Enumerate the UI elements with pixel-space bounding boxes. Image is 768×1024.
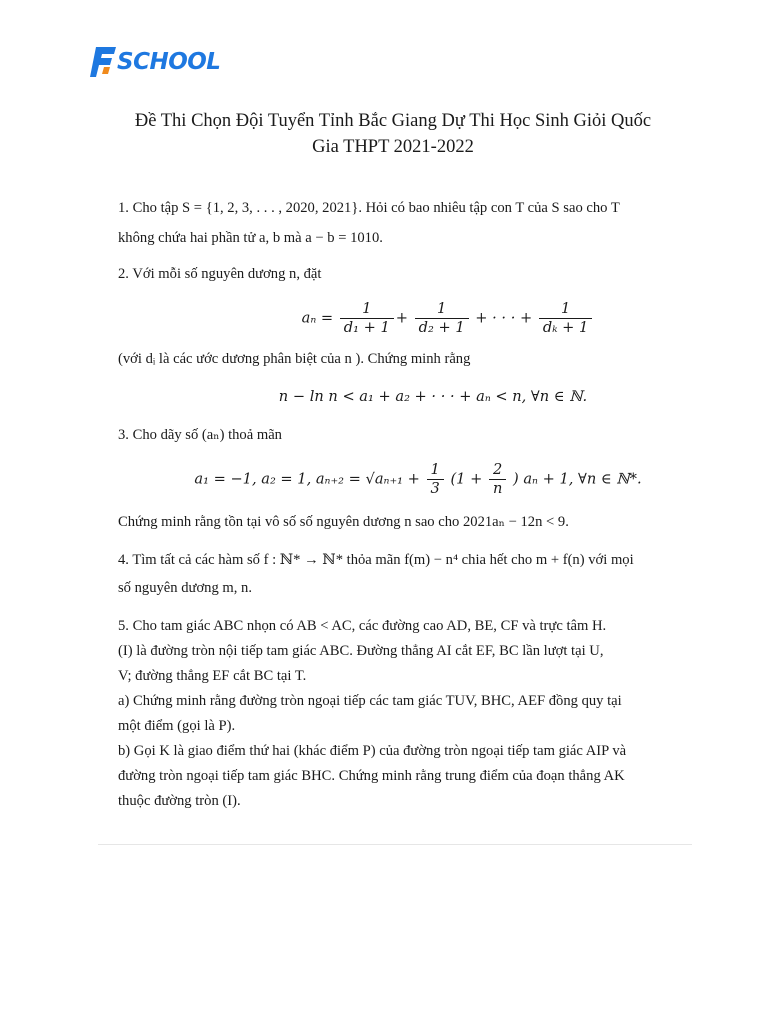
problem-5-part-a-line-2: một điểm (gọi là P).	[118, 718, 236, 734]
problem-4	[118, 548, 678, 600]
problem-3-recurrence	[158, 461, 678, 498]
problem-5	[118, 614, 678, 814]
fraction-1-denominator: d₁ + 1	[343, 319, 390, 336]
problem-3-claim: Chứng minh rằng tồn tại vô số số nguyên dương n sao cho 2021aₙ − 12n < 9.	[118, 514, 569, 530]
problem-1-line-2: không chứa hai phần tử a, b mà a − b = 1010.	[118, 230, 383, 246]
problem-4-line-2: số nguyên dương m, n.	[118, 580, 252, 596]
fraction-3	[539, 300, 592, 337]
problem-2-definition: aₙ = $\frac{1}{\text{d₁ + 1}}$ + $\frac{1}{\text{d₂ + 1}}$ + · · · + $\frac{1}{\text{dₖ + 1}}$	[218, 300, 678, 337]
problem-2-intro: 2. Với mỗi số nguyên dương n, đặt	[118, 266, 322, 282]
page-divider	[98, 844, 692, 845]
two-over-n-denominator: n	[492, 480, 503, 497]
fraction-2-numerator: 1	[415, 300, 469, 319]
an-lhs: aₙ =	[301, 309, 334, 327]
problem-5-part-b-line-1: b) Gọi K là giao điểm thứ hai (khác điểm P) của đường tròn ngoại tiếp tam giác AIP và	[118, 743, 627, 759]
fraction-3-numerator: 1	[539, 300, 592, 319]
one-third-numerator: 1	[427, 461, 444, 480]
recurrence-left: a₁ = −1, a₂ = 1, aₙ₊₂ = √aₙ₊₁ +	[194, 470, 420, 488]
problem-5-line-1: 5. Cho tam giác ABC nhọn có AB < AC, các đường cao AD, BE, CF và trực tâm H.	[118, 618, 607, 634]
problem-5-part-b-line-2: đường tròn ngoại tiếp tam giác BHC. Chứng minh rằng trung điểm của đoạn thẳng AK	[118, 768, 625, 784]
problem-1	[118, 196, 678, 250]
paren-open: (1 +	[450, 470, 483, 488]
one-third-denominator: 3	[430, 480, 440, 497]
title-line-1: Đề Thi Chọn Đội Tuyển Tỉnh Bắc Giang Dự Thi Học Sinh Giỏi Quốc	[134, 111, 652, 131]
problem-5-line-2: (I) là đường tròn nội tiếp tam giác ABC. Đường thẳng AI cắt EF, BC lần lượt tại U,	[118, 643, 604, 659]
document-title	[108, 108, 678, 160]
fraction-1	[340, 300, 394, 337]
problem-list	[118, 196, 678, 814]
problem-3-intro: 3. Cho dãy số (aₙ) thoả mãn	[118, 427, 282, 443]
fraction-one-third	[427, 461, 444, 498]
fraction-1-numerator: 1	[340, 300, 394, 319]
problem-5-part-b-line-3: thuộc đường tròn (I).	[118, 793, 241, 809]
problem-3	[118, 423, 678, 534]
fraction-two-over-n	[489, 461, 506, 498]
problem-4-line-1: 4. Tìm tất cả các hàm số f : ℕ* → ℕ* thỏa mãn f(m) − n⁴ chia hết cho m + f(n) với mọi	[118, 552, 634, 568]
fraction-2-denominator: d₂ + 1	[418, 319, 465, 336]
title-line-2: Gia THPT 2021-2022	[312, 137, 474, 157]
problem-5-part-a-line-1: a) Chứng minh rằng đường tròn ngoại tiếp các tam giác TUV, BHC, AEF đồng quy tại	[118, 693, 622, 709]
fraction-3-denominator: dₖ + 1	[542, 319, 589, 336]
problem-1-line-1: 1. Cho tập S = {1, 2, 3, . . . , 2020, 2021}. Hỏi có bao nhiêu tập con T của S sao cho T	[118, 200, 620, 216]
fraction-2	[415, 300, 469, 337]
two-over-n-numerator: 2	[489, 461, 506, 480]
fschool-f-icon	[90, 45, 116, 79]
recurrence-right: ) aₙ + 1, ∀n ∈ ℕ*.	[513, 470, 642, 488]
problem-5-line-3: V; đường thẳng EF cắt BC tại T.	[118, 668, 307, 684]
fschool-logo	[90, 44, 220, 80]
logo-text: SCHOOL	[117, 49, 221, 75]
dots: + · · · +	[475, 309, 533, 327]
problem-2	[118, 262, 678, 409]
problem-2-inequality: n − ln n < a₁ + a₂ + · · · + aₙ < n, ∀n ∈ ℕ.	[278, 388, 588, 405]
problem-2-note: (với dᵢ là các ước dương phân biệt của n ). Chứng minh rằng	[118, 351, 471, 367]
